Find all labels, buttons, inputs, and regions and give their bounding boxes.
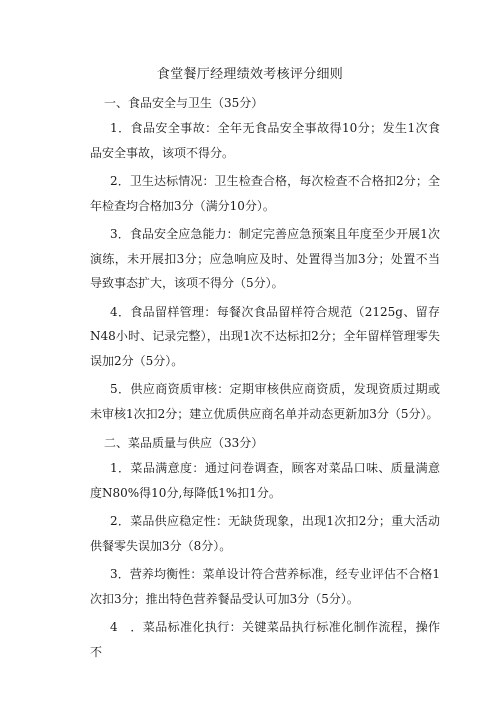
section-heading-food-safety: 一、食品安全与卫生（35分） [104,96,264,110]
clause-food-sample-retention: 4．食品留样管理：每餐次食品留样符合规范（2125g、留存N48小时、记录完整），出现1次不达标扣2分；全年留样管理零失误加2分（5分）。 [90,304,440,368]
clause-nutrition-balance: 3．营养均衡性：菜单设计符合营养标准，经专业评估不合格1次扣3分；推出特色营养餐品受认可加3分（5分）。 [90,567,440,606]
document-title: 食堂餐厅经理绩效考核评分细则 [156,67,344,82]
clause-supplier-qualification: 5．供应商资质审核：定期审核供应商资质，发现资质过期或未审核1次扣2分；建立优质供应商名单并动态更新加3分（5分）。 [90,382,440,421]
section-heading-dish-quality: 二、菜品质量与供应（33分） [104,436,264,450]
clause-food-safety-incident: 1．食品安全事故：全年无食品安全事故得10分；发生1次食品安全事故，该项不得分。 [90,121,440,160]
clause-supply-stability: 2．菜品供应稳定性：无缺货现象，出现1次扣2分；重大活动供餐零失误加3分（8分）。 [90,514,440,553]
clause-dish-satisfaction: 1．菜品满意度：通过问卷调查，顾客对菜品口味、质量满意度N80%得10分,每降低1%扣1分。 [90,461,440,500]
document-body [90,90,440,668]
clause-emergency-response: 3．食品安全应急能力：制定完善应急预案且年度至少开展1次演练，未开展扣3分；应急响应及时、处置得当加3分；处置不当导致事态扩大，该项不得分（5分）。 [90,227,440,290]
clause-dish-standardization: 4 ．菜品标准化执行：关键菜品执行标准化制作流程，操作不 [90,620,440,659]
clause-hygiene-compliance: 2．卫生达标情况：卫生检查合格，每次检查不合格扣2分；全年检查均合格加3分（满分10分）。 [90,174,440,213]
